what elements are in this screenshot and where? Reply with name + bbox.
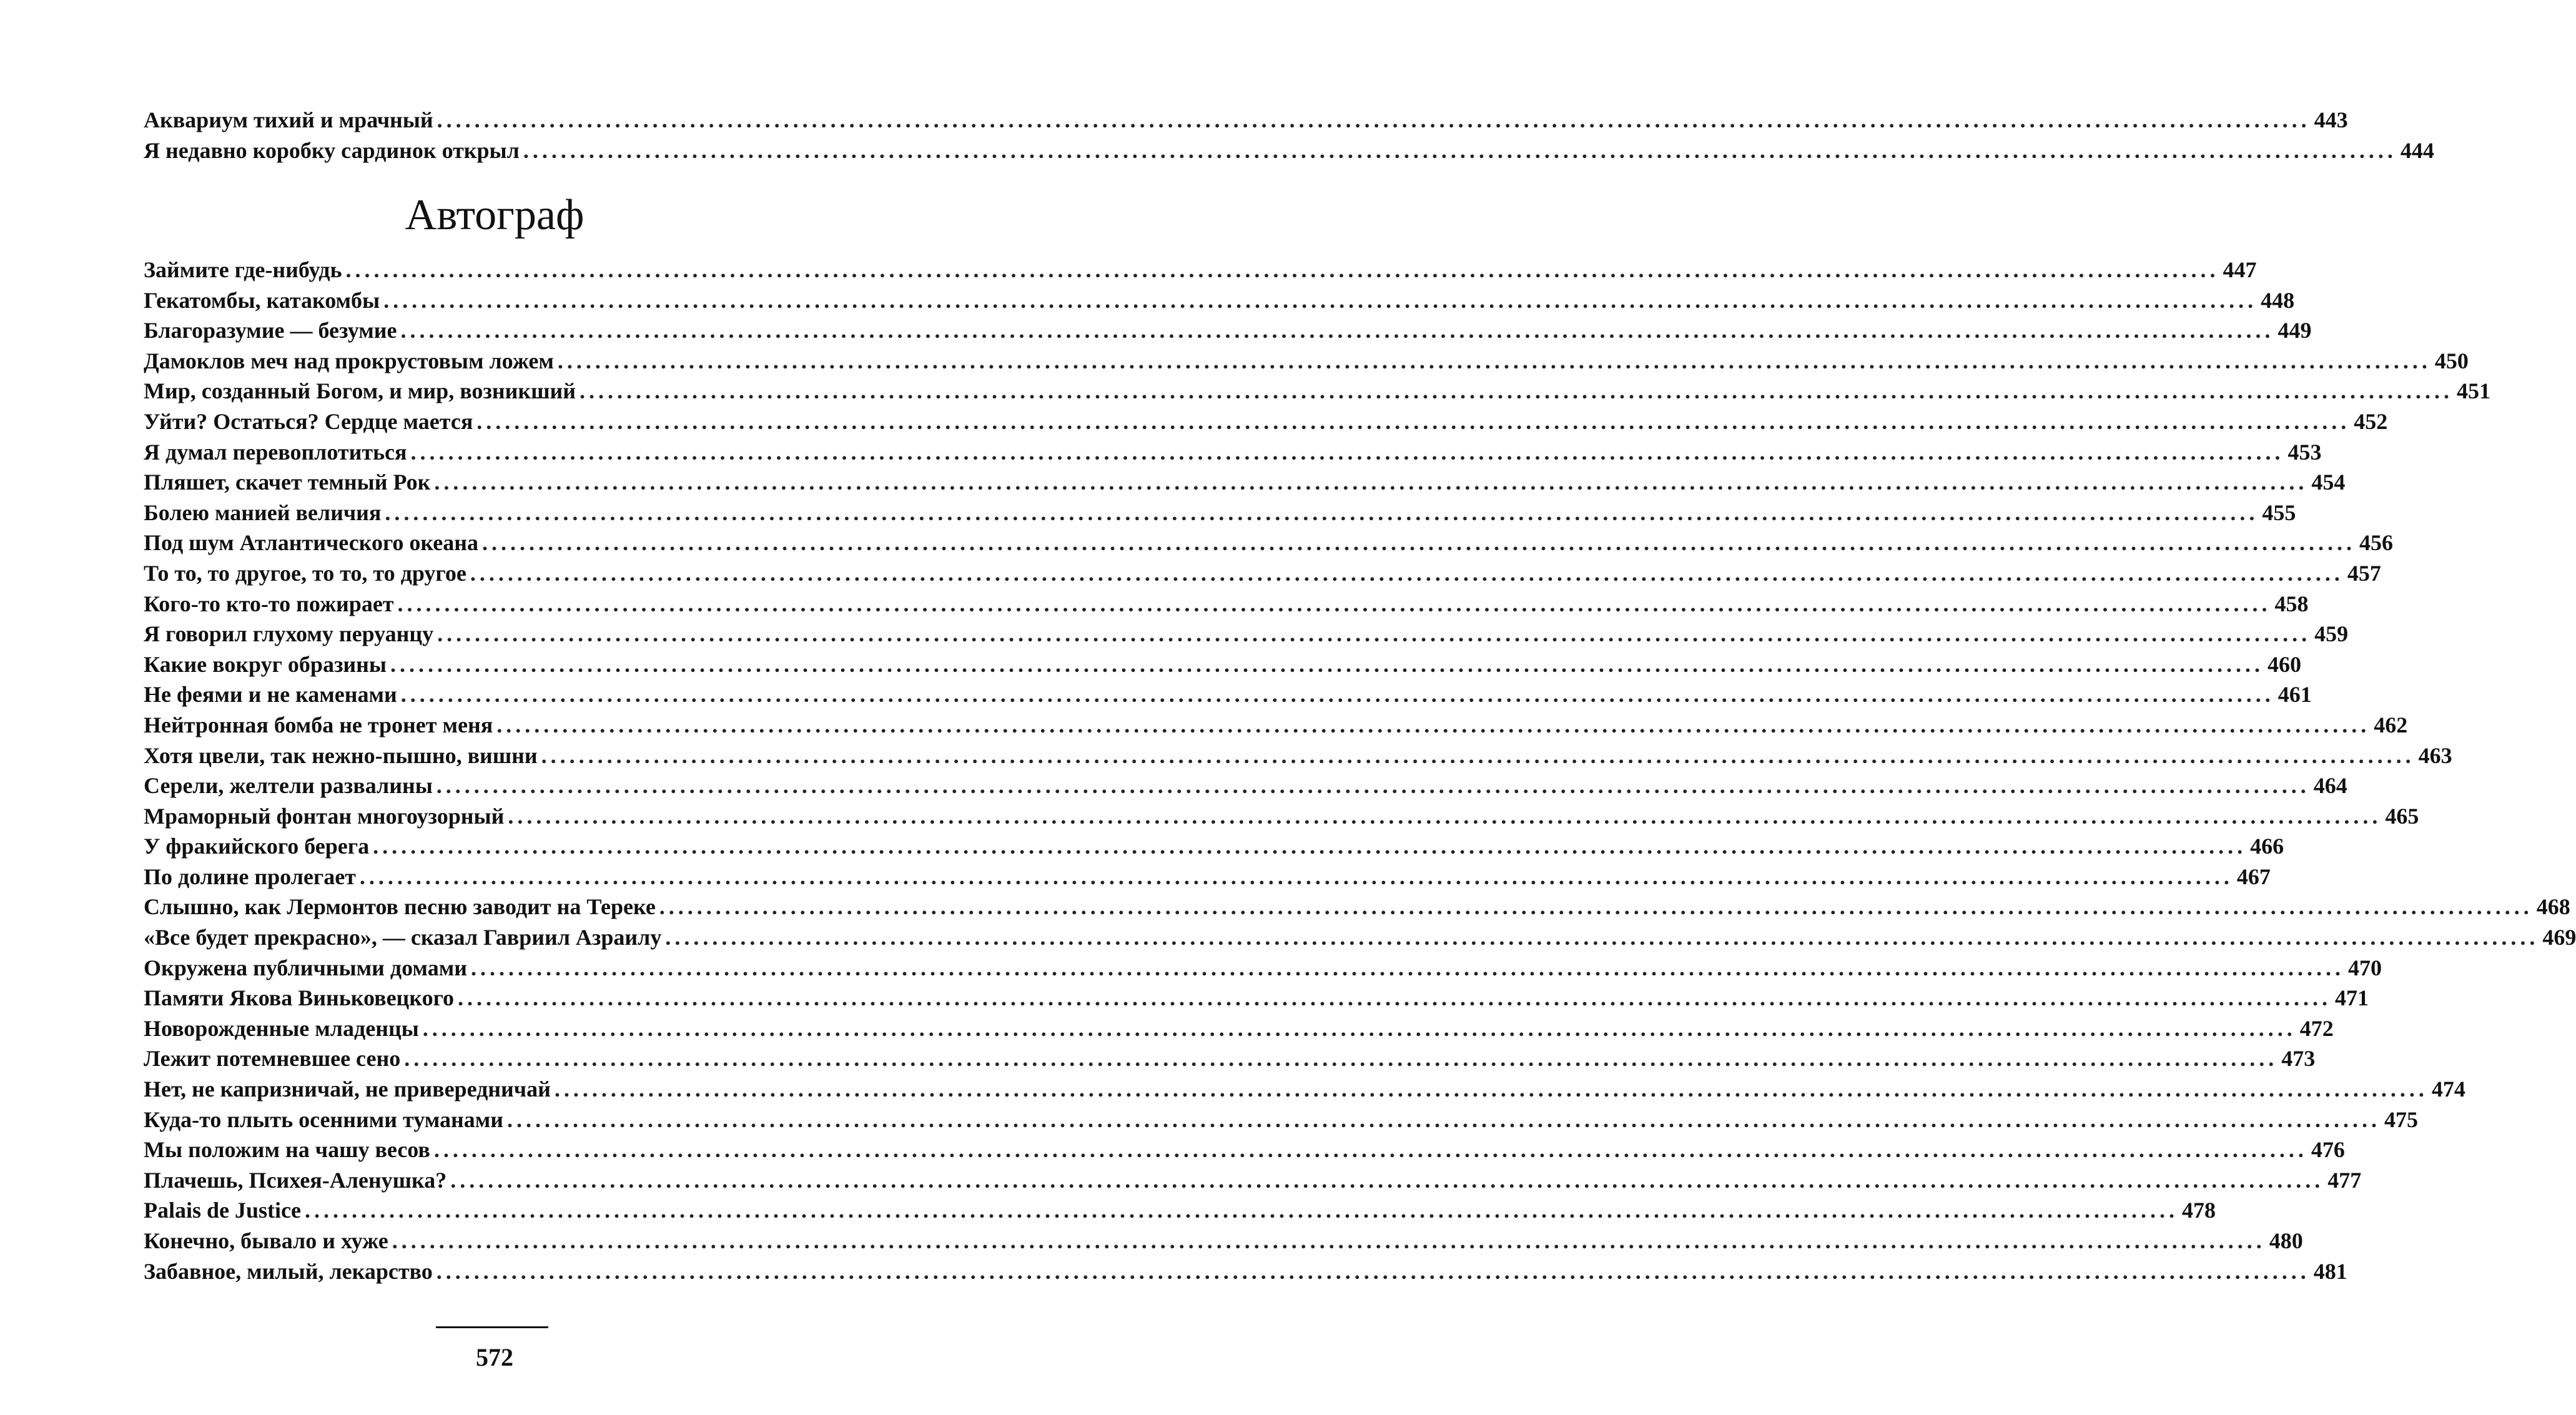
- toc-entry-title: Окружена публичными домами: [144, 955, 467, 980]
- toc-entry-title: Нет, не капризничай, не привередничай: [144, 1077, 551, 1102]
- toc-entry[interactable]: [144, 558, 2381, 589]
- toc-list-top: [144, 105, 2434, 165]
- toc-entry-title: По долине пролегает: [144, 864, 356, 889]
- toc-entry-title: То то, то другое, то то, то другое: [144, 560, 466, 586]
- leader-dots: ........................................................................................................................................................................................................: [436, 773, 2310, 799]
- toc-entry-page: 447: [2223, 257, 2257, 282]
- toc-entry-title: У фракийского берега: [144, 834, 370, 859]
- toc-entry[interactable]: [144, 1043, 2316, 1074]
- leader-dots: ........................................................................................................................................................................................................: [304, 1198, 2178, 1223]
- leader-dots: ........................................................................................................................................................................................................: [470, 955, 2344, 980]
- leader-dots: ........................................................................................................................................................................................................: [523, 137, 2397, 163]
- toc-entry-page: 477: [2327, 1167, 2362, 1193]
- toc-entry[interactable]: [144, 136, 2434, 166]
- toc-entry-page: 474: [2431, 1077, 2465, 1102]
- section-heading: Автограф: [405, 191, 585, 239]
- toc-entry[interactable]: [144, 831, 2284, 862]
- leader-dots: ........................................................................................................................................................................................................: [385, 500, 2259, 525]
- toc-entry-title: Куда-то плыть осенними туманами: [144, 1107, 504, 1132]
- toc-entry-page: 465: [2385, 803, 2419, 829]
- toc-entry-page: 449: [2277, 318, 2312, 343]
- toc-entry[interactable]: [144, 771, 2347, 801]
- toc-entry-page: 469: [2542, 925, 2576, 950]
- leader-dots: ........................................................................................................................................................................................................: [436, 1258, 2310, 1284]
- leader-dots: ........................................................................................................................................................................................................: [373, 834, 2247, 859]
- toc-entry-title: Конечно, бывало и хуже: [144, 1228, 388, 1253]
- toc-entry-page: 478: [2181, 1198, 2216, 1223]
- toc-entry-title: Займите где-нибудь: [144, 257, 342, 282]
- leader-dots: ........................................................................................................................................................................................................: [400, 318, 2274, 343]
- toc-entry-title: Дамоклов меч над прокрустовым ложем: [144, 348, 554, 373]
- toc-entry-page: 461: [2277, 682, 2312, 708]
- leader-dots: ........................................................................................................................................................................................................: [433, 1137, 2307, 1163]
- toc-entry-page: 467: [2236, 864, 2271, 889]
- toc-entry-page: 466: [2250, 834, 2284, 859]
- toc-entry-page: 453: [2287, 439, 2322, 465]
- toc-entry-title: Мир, созданный Богом, и мир, возникший: [144, 378, 576, 404]
- toc-entry[interactable]: [144, 679, 2312, 710]
- toc-entry-title: Я говорил глухому перуанцу: [144, 621, 434, 647]
- toc-entry[interactable]: [144, 376, 2490, 407]
- toc-entry[interactable]: [144, 467, 2346, 498]
- toc-entry-title: Памяти Якова Виньковецкого: [144, 985, 455, 1011]
- toc-entry[interactable]: [144, 437, 2322, 468]
- toc-entry-title: Под шум Атлантического океана: [144, 530, 478, 556]
- leader-dots: ........................................................................................................................................................................................................: [390, 651, 2264, 677]
- toc-entry[interactable]: [144, 105, 2348, 136]
- toc-entry-page: 454: [2311, 470, 2346, 495]
- toc-entry[interactable]: [144, 315, 2312, 346]
- toc-entry[interactable]: [144, 710, 2408, 741]
- toc-entry-title: Серели, желтели развалины: [144, 773, 433, 799]
- toc-entry[interactable]: [144, 953, 2382, 984]
- toc-entry-title: Не феями и не каменами: [144, 682, 397, 708]
- toc-entry-page: 458: [2274, 591, 2309, 616]
- toc-entry-page: 473: [2281, 1046, 2316, 1072]
- toc-entry[interactable]: [144, 589, 2309, 619]
- toc-entry-page: 470: [2347, 955, 2382, 980]
- leader-dots: ........................................................................................................................................................................................................: [508, 803, 2382, 829]
- toc-entry-title: Болею манией величия: [144, 500, 382, 525]
- leader-dots: ........................................................................................................................................................................................................: [392, 1228, 2266, 1253]
- toc-entry-page: 468: [2536, 894, 2570, 920]
- leader-dots: ........................................................................................................................................................................................................: [437, 621, 2311, 647]
- toc-entry[interactable]: [144, 892, 2570, 922]
- leader-dots: ........................................................................................................................................................................................................: [359, 864, 2233, 889]
- toc-entry[interactable]: [144, 1165, 2362, 1196]
- toc-entry-title: Я думал перевоплотиться: [144, 439, 407, 465]
- toc-entry-page: 471: [2335, 985, 2369, 1011]
- toc-entry-page: 444: [2400, 137, 2434, 163]
- toc-entry-page: 452: [2354, 408, 2388, 434]
- leader-dots: ........................................................................................................................................................................................................: [470, 560, 2344, 586]
- toc-entry-title: Нейтронная бомба не тронет меня: [144, 712, 493, 737]
- leader-dots: ........................................................................................................................................................................................................: [458, 985, 2332, 1011]
- toc-entry-title: Плачешь, Психея-Аленушка?: [144, 1167, 447, 1193]
- toc-entry-page: 460: [2268, 651, 2302, 677]
- leader-dots: ........................................................................................................................................................................................................: [476, 408, 2351, 434]
- toc-entry-title: Какие вокруг образины: [144, 651, 387, 677]
- leader-dots: ........................................................................................................................................................................................................: [665, 925, 2539, 950]
- footer-rule: [436, 1326, 548, 1328]
- leader-dots: ........................................................................................................................................................................................................: [410, 439, 2284, 465]
- toc-entry[interactable]: [144, 862, 2271, 892]
- toc-entry[interactable]: [144, 498, 2296, 528]
- toc-entry-page: 451: [2456, 378, 2490, 404]
- toc-list-main: [144, 255, 2576, 1286]
- toc-entry-title: «Все будет прекрасно», — сказал Гавриил Азраилу: [144, 925, 662, 950]
- toc-entry-title: Я недавно коробку сардинок открыл: [144, 137, 520, 163]
- page-number: 572: [476, 1343, 513, 1371]
- toc-entry[interactable]: [144, 983, 2369, 1013]
- toc-entry-title: Слышно, как Лермонтов песню заводит на Тереке: [144, 894, 656, 920]
- toc-entry-title: Мраморный фонтан многоузорный: [144, 803, 505, 829]
- toc-entry-title: Пляшет, скачет темный Рок: [144, 470, 431, 495]
- toc-entry-title: Лежит потемневшее сено: [144, 1046, 401, 1072]
- toc-entry[interactable]: [144, 619, 2349, 649]
- leader-dots: ........................................................................................................................................................................................................: [400, 682, 2274, 708]
- toc-entry[interactable]: [144, 922, 2576, 953]
- toc-entry[interactable]: [144, 285, 2295, 316]
- leader-dots: ........................................................................................................................................................................................................: [557, 348, 2431, 373]
- toc-entry-title: Забавное, милый, лекарство: [144, 1258, 433, 1284]
- toc-entry-title: Благоразумие — безумие: [144, 318, 397, 343]
- toc-entry[interactable]: [144, 1195, 2216, 1226]
- toc-entry-page: 476: [2311, 1137, 2345, 1163]
- toc-entry-title: Palais de Justice: [144, 1198, 301, 1223]
- toc-entry-title: Мы положим на чашу весов: [144, 1137, 430, 1163]
- toc-entry-page: 475: [2384, 1107, 2419, 1132]
- toc-entry[interactable]: [144, 528, 2393, 558]
- toc-entry[interactable]: [144, 1074, 2465, 1105]
- leader-dots: ........................................................................................................................................................................................................: [507, 1107, 2381, 1132]
- toc-entry[interactable]: [144, 1105, 2419, 1135]
- leader-dots: ........................................................................................................................................................................................................: [541, 742, 2415, 768]
- toc-entry-page: 459: [2314, 621, 2349, 647]
- toc-entry[interactable]: [144, 649, 2302, 680]
- toc-entry[interactable]: [144, 801, 2419, 832]
- toc-entry-title: Гекатомбы, катакомбы: [144, 287, 380, 313]
- toc-entry-page: 443: [2314, 107, 2348, 132]
- leader-dots: ........................................................................................................................................................................................................: [579, 378, 2453, 404]
- leader-dots: ........................................................................................................................................................................................................: [383, 287, 2258, 313]
- toc-entry[interactable]: [144, 1013, 2334, 1044]
- toc-entry[interactable]: [144, 1256, 2347, 1287]
- leader-dots: ........................................................................................................................................................................................................: [481, 530, 2356, 556]
- toc-entry[interactable]: [144, 255, 2257, 285]
- toc-entry[interactable]: [144, 741, 2452, 771]
- toc-entry-title: Хотя цвели, так нежно-пышно, вишни: [144, 742, 538, 768]
- leader-dots: ........................................................................................................................................................................................................: [422, 1015, 2296, 1041]
- toc-entry-title: Новорожденные младенцы: [144, 1015, 419, 1041]
- toc-entry[interactable]: [144, 346, 2469, 377]
- leader-dots: ........................................................................................................................................................................................................: [437, 107, 2311, 132]
- toc-entry-page: 456: [2359, 530, 2393, 556]
- leader-dots: ........................................................................................................................................................................................................: [397, 591, 2271, 616]
- toc-entry-page: 481: [2313, 1258, 2347, 1284]
- toc-entry-page: 464: [2313, 773, 2347, 799]
- toc-entry[interactable]: [144, 1226, 2303, 1256]
- toc-entry-page: 450: [2434, 348, 2469, 373]
- leader-dots: ........................................................................................................................................................................................................: [434, 470, 2308, 495]
- toc-entry[interactable]: [144, 1135, 2345, 1165]
- leader-dots: ........................................................................................................................................................................................................: [659, 894, 2533, 920]
- toc-entry-title: Уйти? Остаться? Сердце мается: [144, 408, 473, 434]
- toc-entry-title: Аквариум тихий и мрачный: [144, 107, 433, 132]
- toc-entry-page: 448: [2261, 287, 2295, 313]
- toc-entry-page: 457: [2347, 560, 2381, 586]
- leader-dots: ........................................................................................................................................................................................................: [404, 1046, 2278, 1072]
- toc-entry-page: 480: [2269, 1228, 2303, 1253]
- leader-dots: ........................................................................................................................................................................................................: [450, 1167, 2324, 1193]
- toc-entry[interactable]: [144, 407, 2388, 437]
- toc-entry-title: Кого-то кто-то пожирает: [144, 591, 394, 616]
- leader-dots: ........................................................................................................................................................................................................: [496, 712, 2371, 737]
- toc-entry-page: 462: [2374, 712, 2408, 737]
- toc-entry-page: 463: [2418, 742, 2452, 768]
- leader-dots: ........................................................................................................................................................................................................: [554, 1077, 2428, 1102]
- toc-entry-page: 455: [2262, 500, 2296, 525]
- toc-entry-page: 472: [2299, 1015, 2334, 1041]
- leader-dots: ........................................................................................................................................................................................................: [345, 257, 2219, 282]
